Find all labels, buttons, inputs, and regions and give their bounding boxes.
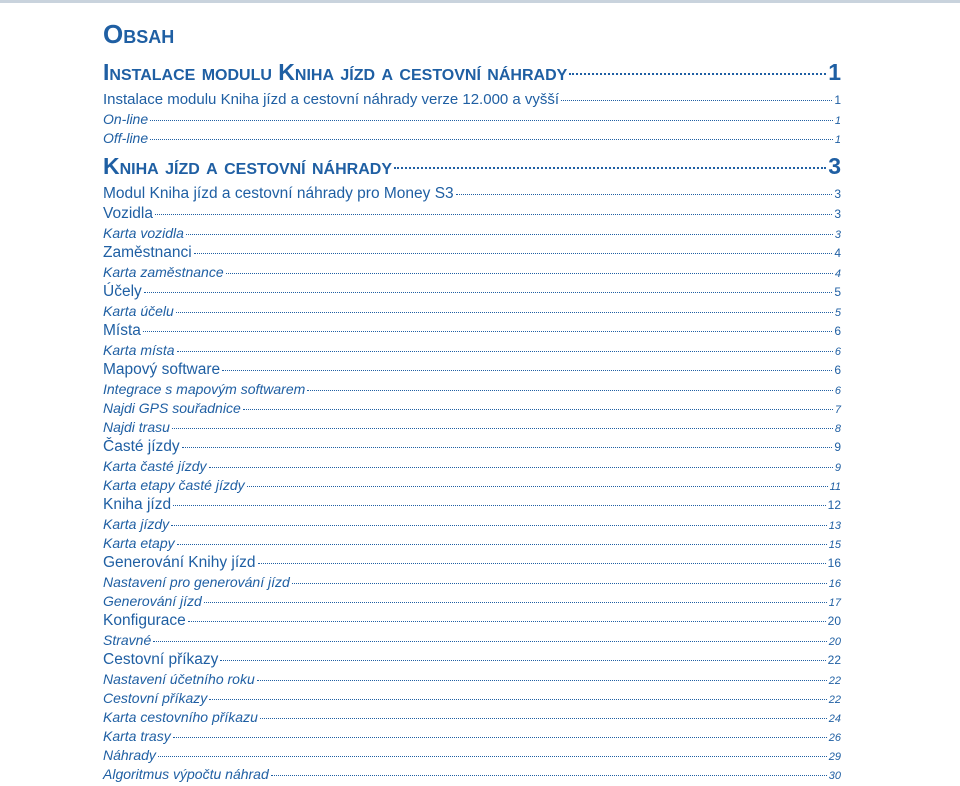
toc-entry-page: 1 [834,93,841,107]
toc-entry-page: 1 [828,59,841,85]
toc-entry-page: 15 [828,539,841,551]
toc-entry-page: 4 [834,246,841,260]
toc-dot-leader [173,737,827,738]
toc-dot-leader [260,718,827,719]
toc-dot-leader [209,699,826,700]
toc-entry-page: 16 [828,578,841,590]
toc-entry[interactable] [103,495,841,515]
toc-entry-page: 9 [834,462,841,474]
toc-entry[interactable] [103,476,841,495]
toc-entry-title: Místa [103,322,141,339]
toc-entry-title: Karta účelu [103,303,174,319]
toc-entry-title: Karta zaměstnance [103,264,224,280]
toc-entry-title: On-line [103,111,149,127]
toc-heading: Obsah [103,19,175,49]
toc-entry-page: 20 [827,614,841,628]
toc-entry-page: 3 [834,187,841,201]
toc-entry[interactable] [103,650,841,670]
toc-entry[interactable] [103,148,841,184]
toc-dot-leader [271,775,827,776]
toc-entry-title: Účely [103,283,142,300]
toc-entry-page: 3 [834,207,841,221]
toc-entry[interactable] [103,670,841,689]
toc-entry-page: 22 [828,675,841,687]
toc-entry-page: 3 [828,153,841,179]
toc-entry[interactable] [103,54,841,90]
toc-entry-title: Generování jízd [103,593,202,609]
toc-dot-leader [143,331,832,332]
toc-entry-page: 30 [828,770,841,782]
toc-entry-title: Najdi GPS souřadnice [103,400,241,416]
toc-entry[interactable] [103,184,841,204]
toc-entry-title: Instalace modulu Kniha jízd a cestovní náhrady [103,59,568,85]
toc-entry-page: 3 [834,229,841,241]
toc-entry-title: Cestovní příkazy [103,690,208,706]
toc-entry-page: 6 [834,385,841,397]
toc-entry[interactable] [103,765,841,784]
toc-dot-leader [307,390,833,391]
toc-entry-title: Modul Kniha jízd a cestovní náhrady pro Money S3 [103,185,454,202]
toc-entry-title: Karta trasy [103,728,171,744]
toc-entry-title: Mapový software [103,361,221,378]
toc-dot-leader [186,234,833,235]
toc-entry-title: Karta etapy [103,535,175,551]
toc-entry-title: Vozidla [103,205,153,222]
toc-entry[interactable] [103,746,841,765]
toc-dot-leader [172,428,833,429]
toc-dot-leader [561,100,832,101]
toc-entry-page: 7 [834,404,841,416]
toc-dot-leader [177,544,827,545]
toc-entry-title: Karta místa [103,342,175,358]
toc-entry[interactable] [103,341,841,360]
toc-entry[interactable] [103,360,841,380]
toc-entry-title: Najdi trasu [103,419,170,435]
toc-entry[interactable] [103,129,841,148]
toc-dot-leader [226,273,833,274]
toc-entry-page: 6 [834,346,841,358]
toc-entry-title: Integrace s mapovým softwarem [103,381,306,397]
toc-entry[interactable] [103,224,841,243]
toc-dot-leader [569,73,826,75]
toc-entry-page: 5 [834,307,841,319]
toc-entry-page: 6 [834,324,841,338]
toc-dot-leader [258,563,826,564]
toc-entry[interactable] [103,90,841,110]
toc-dot-leader [153,641,827,642]
toc-entry-page: 9 [834,440,841,454]
toc-entry-title: Karta vozidla [103,225,184,241]
toc-dot-leader [158,756,827,757]
toc-entry[interactable] [103,110,841,129]
toc-entry[interactable] [103,457,841,476]
toc-entry[interactable] [103,243,841,263]
toc-entry-title: Náhrady [103,747,156,763]
toc-dot-leader [209,467,833,468]
toc-entry[interactable] [103,399,841,418]
toc-entry[interactable] [103,321,841,341]
toc-entry-title: Generování Knihy jízd [103,554,256,571]
toc-entry-page: 4 [834,268,841,280]
toc-entry-page: 8 [834,423,841,435]
toc-entry[interactable] [103,534,841,553]
toc-entry-title: Off-line [103,130,149,146]
toc-dot-leader [194,253,833,254]
toc-entry-title: Algoritmus výpočtu náhrad [103,766,269,782]
toc-entry[interactable] [103,631,841,650]
toc-entry-page: 24 [828,713,841,725]
toc-dot-leader [144,292,833,293]
toc-dot-leader [292,583,827,584]
toc-dot-leader [150,120,833,121]
toc-entry-title: Kniha jízd a cestovní náhrady [103,153,393,179]
toc-dot-leader [222,370,832,371]
toc-dot-leader [182,447,833,448]
toc-entry-title: Stravné [103,632,152,648]
toc-dot-leader [204,602,827,603]
toc-entry-title: Zaměstnanci [103,244,192,261]
toc-entry-page: 22 [827,653,841,667]
toc-dot-leader [150,139,833,140]
toc-dot-leader [155,214,832,215]
toc-entry-title: Karta cestovního příkazu [103,709,258,725]
toc-entry[interactable] [103,437,841,457]
toc-entry[interactable] [103,573,841,592]
toc-entry[interactable] [103,418,841,437]
toc-entry-page: 16 [827,556,841,570]
top-border [0,0,960,3]
toc-dot-leader [173,505,826,506]
toc-entry-title: Konfigurace [103,612,186,629]
toc-entry[interactable] [103,708,841,727]
toc-entry-title: Karta jízdy [103,516,170,532]
toc-entry[interactable] [103,553,841,573]
toc-entry-title: Karta časté jízdy [103,458,207,474]
toc-entry-page: 11 [829,481,841,493]
toc-dot-leader [247,486,828,487]
toc-entry[interactable] [103,282,841,302]
toc-entry-page: 5 [834,285,841,299]
toc-entry[interactable] [103,689,841,708]
toc-entry-page: 6 [834,363,841,377]
toc-entry-title: Cestovní příkazy [103,651,219,668]
toc-entry-title: Nastavení účetního roku [103,671,255,687]
toc-entry[interactable] [103,611,841,631]
toc-dot-leader [456,194,833,195]
toc-entry-title: Časté jízdy [103,438,180,455]
toc-dot-leader [220,660,825,661]
toc-entry-page: 17 [828,597,841,609]
toc-dot-leader [176,312,833,313]
toc-entry[interactable] [103,204,841,224]
toc-entry-title: Nastavení pro generování jízd [103,574,290,590]
toc-entry[interactable] [103,380,841,399]
toc-entry-page: 26 [828,732,841,744]
toc-entry-title: Karta etapy časté jízdy [103,477,245,493]
toc-entry-title: Instalace modulu Kniha jízd a cestovní náhrady verze 12.000 a vyšší [103,91,560,108]
toc-entry[interactable] [103,263,841,282]
toc-dot-leader [394,167,826,169]
toc-entry-title: Kniha jízd [103,496,172,513]
toc-entry-page: 12 [827,498,841,512]
toc-dot-leader [171,525,827,526]
toc-entry-page: 29 [828,751,841,763]
toc-dot-leader [257,680,827,681]
toc-entry-page: 22 [828,694,841,706]
toc-entry[interactable] [103,727,841,746]
toc-entry[interactable] [103,515,841,534]
toc-entry-page: 20 [828,636,841,648]
toc-entry[interactable] [103,302,841,321]
toc-entry-page: 1 [834,115,841,127]
toc-entry[interactable] [103,592,841,611]
toc-dot-leader [188,621,826,622]
toc-dot-leader [177,351,833,352]
toc-dot-leader [243,409,833,410]
toc-entry-page: 1 [834,134,841,146]
table-of-contents [103,54,841,784]
toc-entry-page: 13 [828,520,841,532]
